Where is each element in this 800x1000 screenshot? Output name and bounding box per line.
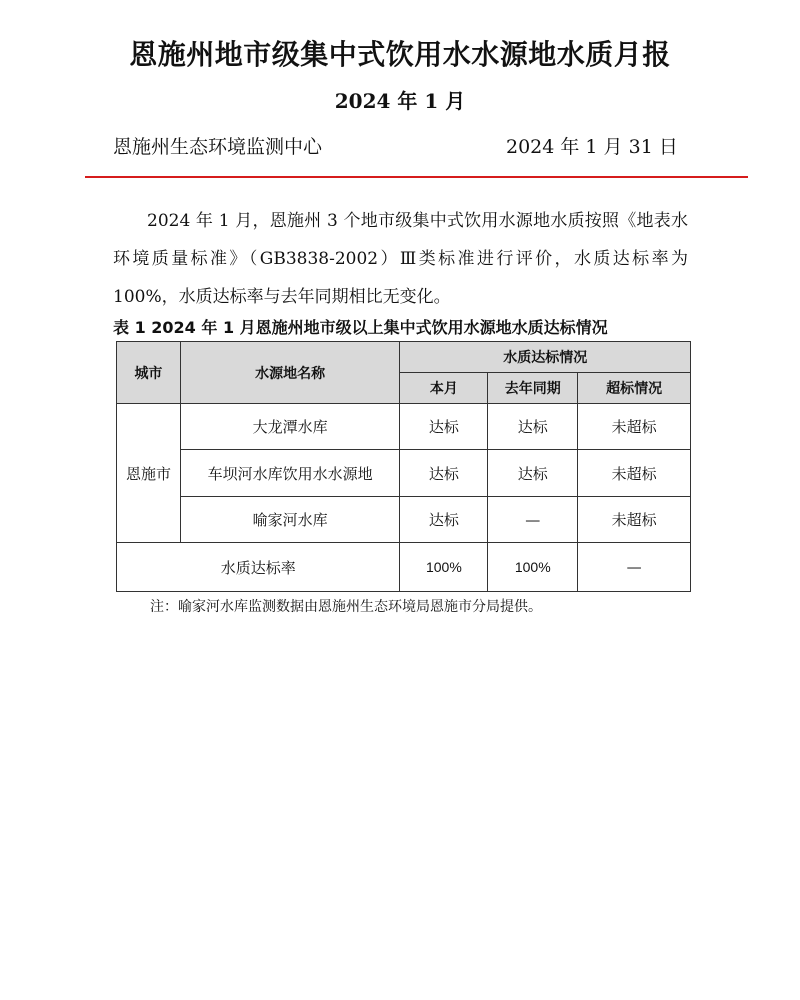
source-name-cell: 车坝河水库饮用水水源地 [180,450,400,497]
summary-this-month: 100% [400,543,488,592]
summary-label: 水质达标率 [117,543,400,592]
last-year-cell: 达标 [488,450,578,497]
header-exceed: 超标情况 [578,373,691,404]
header-city: 城市 [117,342,181,404]
source-name-cell: 大龙潭水库 [180,404,400,450]
report-title: 恩施州地市级集中式饮用水水源地水质月报 [129,38,671,71]
city-cell: 恩施市 [117,404,181,543]
table-note: 注：喻家河水库监测数据由恩施州生态环境局恩施市分局提供。 [150,599,542,615]
red-divider [85,176,748,178]
this-month-cell: 达标 [400,497,488,543]
summary-last-year: 100% [488,543,578,592]
issue-date: 2024 年 1 月 31 日 [506,136,678,158]
exceed-cell: 未超标 [578,450,691,497]
exceed-cell: 未超标 [578,497,691,543]
last-year-cell: 达标 [488,404,578,450]
table-row [117,450,691,497]
summary-paragraph: 2024 年 1 月，恩施州 3 个地市级集中式饮用水源地水质按照《地表水环境质量标准》（GB3838-2002）Ⅲ类标准进行评价，水质达标率为 100%，水质达标率与去年同期相比无变化。 [113,211,688,307]
this-month-cell: 达标 [400,404,488,450]
water-quality-table [116,341,691,592]
table-row [117,404,691,450]
table-caption: 表 1 2024 年 1 月恩施州地市级以上集中式饮用水源地水质达标情况 [113,318,608,337]
summary-exceed: — [578,543,691,592]
source-name-cell: 喻家河水库 [180,497,400,543]
header-this-month: 本月 [400,373,488,404]
this-month-cell: 达标 [400,450,488,497]
last-year-cell: — [488,497,578,543]
report-period: 2024 年 1 月 [334,89,466,113]
summary-row [117,543,691,592]
header-status-group: 水质达标情况 [400,342,691,373]
table-row [117,497,691,543]
exceed-cell: 未超标 [578,404,691,450]
header-last-year: 去年同期 [488,373,578,404]
header-source-name: 水源地名称 [180,342,400,404]
issuer-name: 恩施州生态环境监测中心 [113,136,323,158]
